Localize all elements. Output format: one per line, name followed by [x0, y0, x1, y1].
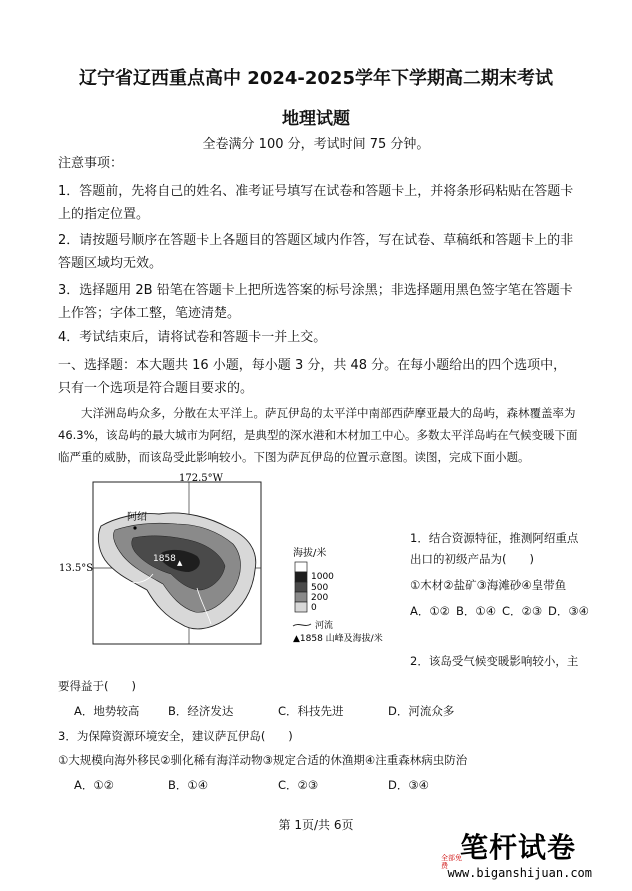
legend-swatch-500 — [295, 582, 307, 592]
legend-river-icon — [293, 624, 311, 626]
question-2-option-b[interactable]: B．经济发达 — [168, 704, 234, 718]
notice-item-1: 1．答题前，先将自己的姓名、准考证号填写在试卷和答题卡上，并将条形码粘贴在答题卡上的指定位置。 — [58, 184, 574, 222]
question-3-option-b[interactable]: B．①④ — [168, 778, 209, 792]
legend-swatch-1000 — [295, 572, 307, 582]
legend-title: 海拔/米 — [293, 548, 327, 559]
section-heading: 一、选择题：本大题共 16 小题，每小题 3 分，共 48 分。在每小题给出的四个选项中，只有一个选项是符合题目要求的。 — [58, 358, 567, 396]
brand-logo-text: 笔杆试卷 — [459, 831, 576, 864]
legend-swatch-0 — [295, 602, 307, 612]
passage: 大洋洲岛屿众多，分散在太平洋上。萨瓦伊岛的太平洋中南部西萨摩亚最大的岛屿，森林覆盖率为 46.3%，该岛屿的最大城市为阿绍，是典型的深水港和木材加工中心。多数太平洋岛屿在气候变暖下面临严重的威胁，而该岛受此影响较小。下图为萨瓦伊岛的位置示意图。读图，完成下面小题。 — [58, 406, 578, 464]
question-2-option-a[interactable]: A．地势较高 — [74, 704, 140, 718]
question-3-items: ①大规模向海外移民②驯化稀有海洋动物③规定合适的休渔期④注重森林病虫防治 — [58, 753, 468, 767]
question-1-items: ①木材②盐矿③海滩砂④皇带鱼 — [410, 578, 567, 592]
peak-icon: ▲ — [177, 559, 183, 567]
legend-level: 200 — [311, 593, 329, 603]
question-2-option-d[interactable]: D．河流众多 — [388, 704, 455, 718]
legend-river-label: 河流 — [315, 621, 334, 631]
exam-title: 辽宁省辽西重点高中 2024-2025学年下学期高二期末考试 — [79, 68, 553, 89]
question-3-option-d[interactable]: D．③④ — [388, 778, 429, 792]
question-2-stem: 2．该岛受气候变暖影响较小，主 — [410, 654, 579, 668]
notice-heading: 注意事项： — [58, 156, 124, 171]
question-3-stem: 3．为保障资源环境安全，建议萨瓦伊岛( ) — [58, 729, 293, 743]
question-2-stem-cont: 要得益于( ) — [58, 679, 136, 693]
question-1-option-a[interactable]: A．①② — [410, 604, 450, 618]
notice-item-2: 2．请按题号顺序在答题卡上各题目的答题区域内作答，写在试卷、草稿纸和答题卡上的非答题区域均无效。 — [58, 233, 574, 271]
savaii-location-map — [59, 473, 405, 648]
question-3-option-c[interactable]: C．②③ — [278, 778, 319, 792]
longitude-label: 172.5°W — [179, 473, 223, 484]
legend-swatch-top — [295, 562, 307, 572]
question-3-option-a[interactable]: A．①② — [74, 778, 114, 792]
latitude-label: 13.5°S — [59, 563, 94, 574]
legend-swatch-200 — [295, 592, 307, 602]
question-2-option-c[interactable]: C．科技先进 — [278, 704, 344, 718]
subject-title: 地理试题 — [282, 109, 350, 129]
notice-item-3: 3．选择题用 2B 铅笔在答题卡上把所选答案的标号涂黑；非选择题用黑色签字笔在答题卡上作答；字体工整，笔迹清楚。 — [58, 283, 573, 321]
question-1-option-c[interactable]: C．②③ — [502, 604, 543, 618]
brand-url[interactable]: www.biganshijuan.com — [447, 866, 592, 880]
question-1-option-d[interactable]: D．③④ — [548, 604, 589, 618]
peak-label: 1858 — [153, 554, 176, 564]
legend-peak-label: ▲1858 山峰及海拔/米 — [293, 634, 383, 644]
legend-level: 0 — [311, 603, 317, 613]
city-label: 阿绍 — [127, 512, 147, 523]
city-dot — [133, 526, 136, 529]
free-tag: 全部免费 — [441, 854, 462, 870]
question-1-option-b[interactable]: B．①④ — [456, 604, 497, 618]
legend-level: 500 — [311, 583, 329, 593]
notice-item-4: 4．考试结束后，请将试卷和答题卡一并上交。 — [58, 330, 327, 345]
legend-level: 1000 — [311, 572, 334, 582]
exam-meta: 全卷满分 100 分，考试时间 75 分钟。 — [202, 137, 430, 152]
question-1-stem: 1．结合资源特征，推测阿绍重点出口的初级产品为( ) — [410, 531, 579, 566]
page-number: 第 1页/共 6页 — [278, 818, 354, 832]
